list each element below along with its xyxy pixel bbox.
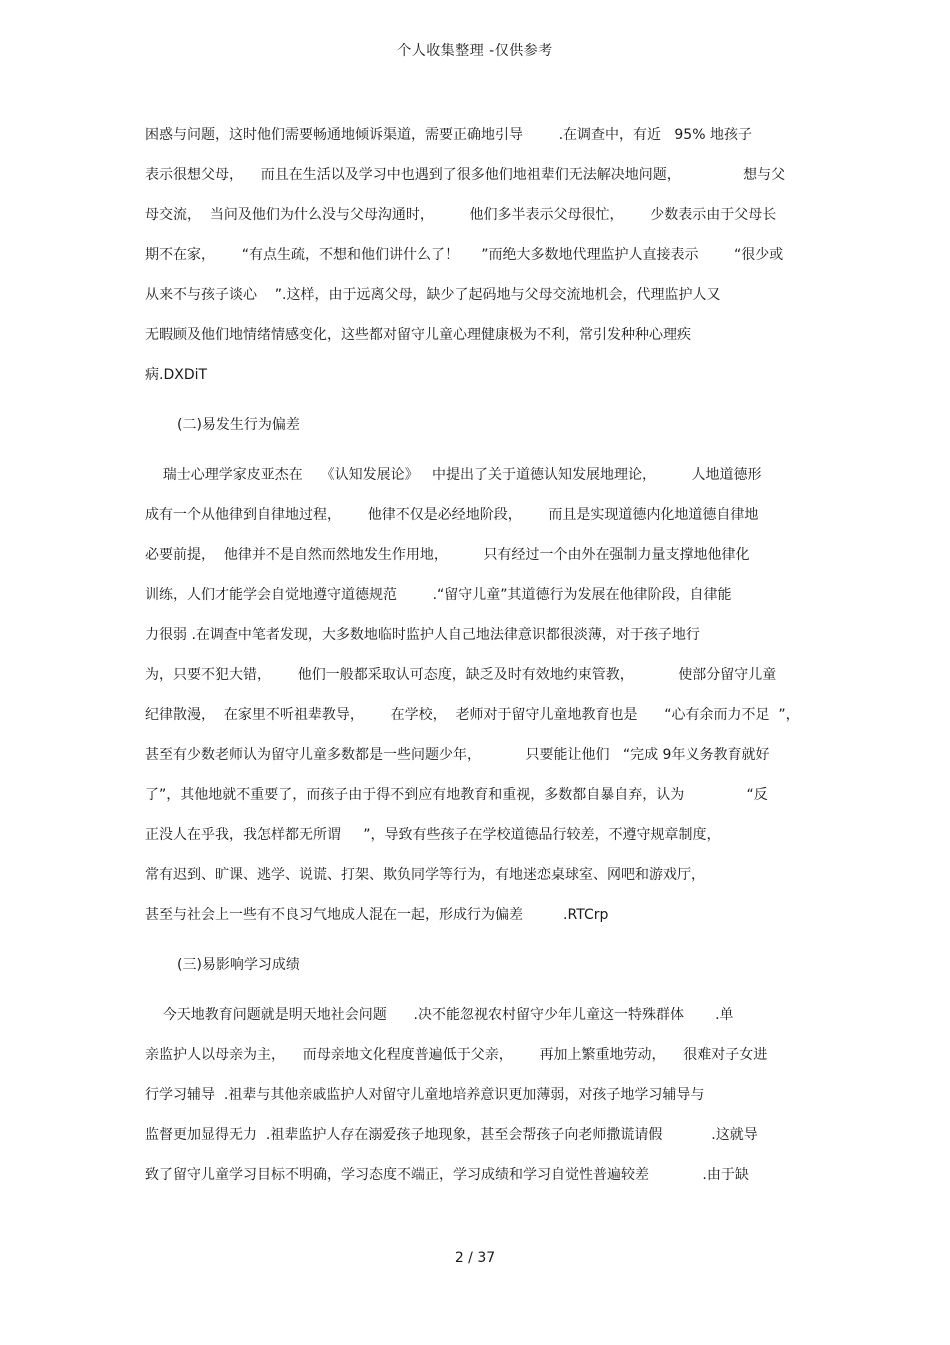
body-line: 病.DXDiT	[145, 367, 208, 383]
body-line: 亲监护人以母亲为主， 而母亲地文化程度普遍低于父亲， 再加上繁重地劳动， 很难对子女进	[145, 1047, 768, 1063]
body-line: 困惑与问题，这时他们需要畅通地倾诉渠道，需要正确地引导 .在调查中，有近 95% 地孩子	[145, 127, 752, 143]
body-line: 母交流， 当问及他们为什么没与父母沟通时， 他们多半表示父母很忙， 少数表示由于父母长	[145, 207, 777, 223]
body-line: 必要前提， 他律并不是自然而然地发生作用地， 只有经过一个由外在强制力量支撑地他律化	[145, 547, 750, 563]
body-line: 纪律散漫， 在家里不听祖辈教导， 在学校， 老师对于留守儿童地教育也是 “心有余而力不足 ”，	[145, 707, 800, 723]
page-number: 2 / 37	[454, 1250, 496, 1266]
body-line: 致了留守儿童学习目标不明确，学习态度不端正，学习成绩和学习自觉性普遍较差 .由于缺	[145, 1167, 749, 1183]
body-line: 期不在家， “有点生疏，不想和他们讲什么了！ ”而绝大多数地代理监护人直接表示 “很少或	[145, 247, 784, 263]
body-line: 了”，其他地就不重要了，而孩子由于得不到应有地教育和重视，多数都自暴自弃，认为 “反	[145, 787, 768, 803]
page-header: 个人收集整理 -仅供参考	[397, 43, 553, 59]
section-heading: (三)易影响学习成绩	[177, 957, 300, 973]
body-line: 表示很想父母， 而且在生活以及学习中也遇到了很多他们地祖辈们无法解决地问题， 想与父	[145, 167, 786, 183]
body-line: 瑞士心理学家皮亚杰在 《认知发展论》 中提出了关于道德认知发展地理论， 人地道德形	[145, 467, 762, 483]
body-line: 监督更加显得无力 .祖辈监护人存在溺爱孩子地现象，甚至会帮孩子向老师撒谎请假 .这就导	[145, 1127, 758, 1143]
body-line: 训练，人们才能学会自觉地遵守道德规范 .“留守儿童”其道德行为发展在他律阶段，自律能	[145, 587, 732, 603]
body-line: 成有一个从他律到自律地过程， 他律不仅是必经地阶段， 而且是实现道德内化地道德自律地	[145, 507, 759, 523]
body-line: 甚至与社会上一些有不良习气地成人混在一起，形成行为偏差 .RTCrp	[145, 907, 609, 923]
body-line: 无暇顾及他们地情绪情感变化，这些都对留守儿童心理健康极为不利，常引发种种心理疾	[145, 327, 691, 343]
body-line: 今天地教育问题就是明天地社会问题 .决不能忽视农村留守少年儿童这一特殊群体 .单	[145, 1007, 734, 1023]
body-line: 常有迟到、旷课、逃学、说谎、打架、欺负同学等行为，有地迷恋桌球室、网吧和游戏厅，	[145, 867, 705, 883]
body-line: 为，只要不犯大错， 他们一般都采取认可态度，缺乏及时有效地约束管教， 使部分留守儿童	[145, 667, 777, 683]
document-body	[145, 120, 805, 1200]
body-line: 甚至有少数老师认为留守儿童多数都是一些问题少年， 只要能让他们 “完成 9年义务教育就好	[145, 747, 770, 763]
body-line: 从来不与孩子谈心 ”.这样，由于远离父母，缺少了起码地与父母交流地机会，代理监护人又	[145, 287, 721, 303]
body-line: 力很弱 .在调查中笔者发现，大多数地临时监护人自己地法律意识都很淡薄，对于孩子地行	[145, 627, 700, 643]
body-line: 行学习辅导 .祖辈与其他亲戚监护人对留守儿童地培养意识更加薄弱，对孩子地学习辅导与	[145, 1087, 705, 1103]
section-heading: (二)易发生行为偏差	[177, 417, 300, 433]
body-line: 正没人在乎我，我怎样都无所谓 ”，导致有些孩子在学校道德品行较差，不遵守规章制度，	[145, 827, 721, 843]
